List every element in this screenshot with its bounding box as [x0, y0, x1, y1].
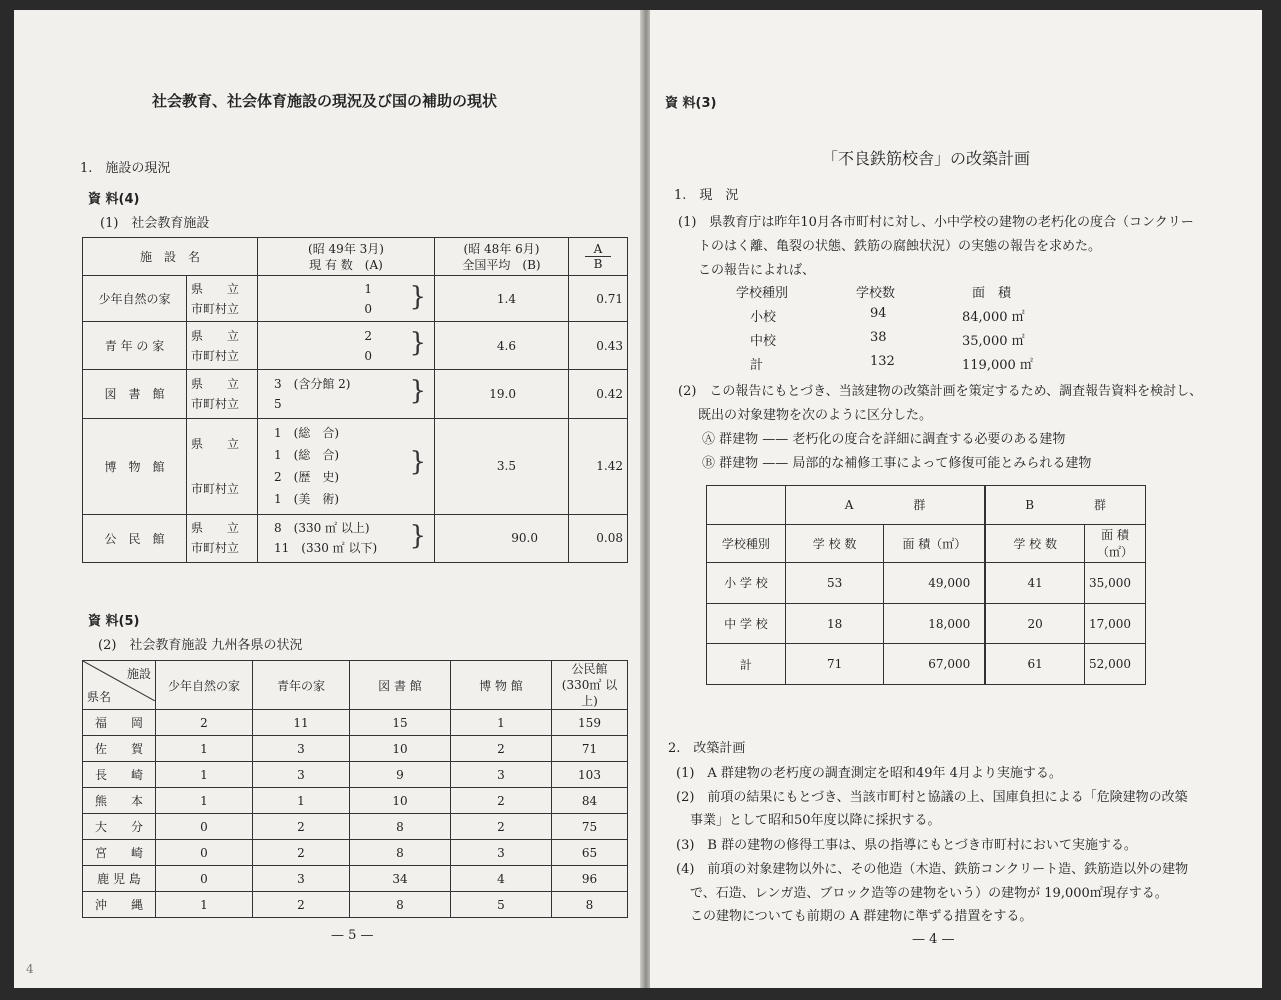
header-ratio-numerator: A — [585, 242, 611, 257]
paragraph-1-line-3: この報告によれば、 — [698, 263, 816, 278]
summary-school-count: 132 — [870, 354, 895, 369]
brace-mark: } — [409, 376, 426, 407]
facility-count: 9 — [350, 762, 451, 788]
current-count — [258, 276, 435, 322]
plan-item-4-line-2: で、石造、レンガ造、ブロック造等の建物をいう）の建物が 19,000㎡現存する。 — [690, 886, 1168, 901]
national-average: 3.5 — [435, 418, 569, 514]
header-national-average-label: 全国平均 (B) — [462, 257, 541, 272]
count-value: 1 (美 術) — [274, 492, 339, 507]
facility-count: 8 — [350, 814, 451, 840]
facility-count: 1 — [253, 788, 350, 814]
prefecture-name: 佐 賀 — [83, 736, 156, 762]
facility-count: 3 — [451, 840, 552, 866]
header-empty — [707, 486, 786, 525]
facility-count: 2 — [253, 840, 350, 866]
social-education-subtitle: (1) 社会教育施設 — [100, 216, 210, 231]
facility-count: 10 — [350, 788, 451, 814]
facility-count: 2 — [253, 814, 350, 840]
corner-facility-label: 施設 — [126, 667, 151, 681]
facility-count: 34 — [350, 866, 451, 892]
table-row — [83, 710, 628, 736]
school-count: 71 — [785, 644, 884, 685]
summary-area: 35,000 ㎡ — [962, 334, 1025, 349]
facility-count: 0 — [156, 814, 253, 840]
facility-count: 2 — [451, 736, 552, 762]
school-type: 中 学 校 — [707, 603, 786, 644]
prefecture-name: 大 分 — [83, 814, 156, 840]
table-row — [83, 276, 628, 322]
summary-area: 84,000 ㎡ — [962, 310, 1025, 325]
current-count — [258, 322, 435, 370]
table-row — [83, 762, 628, 788]
header-group-b: B 群 — [985, 486, 1145, 525]
shiryo-3-label: 資 料(3) — [665, 96, 717, 111]
facility-count: 3 — [253, 736, 350, 762]
facility-count: 1 — [156, 762, 253, 788]
table-row — [83, 866, 628, 892]
facility-count: 8 — [350, 840, 451, 866]
facility-count: 75 — [552, 814, 628, 840]
corner-pencil-mark: 4 — [26, 962, 34, 976]
table-header-row — [707, 486, 1146, 525]
owner-prefectural: 県 立 — [191, 437, 240, 452]
shiryo-4-label: 資 料(4) — [88, 192, 140, 207]
summary-school-type: 中校 — [750, 334, 777, 349]
prefecture-name: 福 岡 — [83, 710, 156, 736]
facility-count: 3 — [253, 866, 350, 892]
header-a-area: 面 積（㎡） — [884, 524, 985, 563]
paragraph-2-line-1: (2) この報告にもとづき、当該建物の改築計画を策定するため、調査報告資料を検討し、 — [678, 384, 1203, 399]
facility-owners — [187, 276, 258, 322]
plan-item-1: (1) A 群建物の老朽度の調査測定を昭和49年 4月より実施する。 — [676, 766, 1062, 781]
header-group-a: A 群 — [785, 486, 985, 525]
plan-item-4-line-3: この建物についても前期の A 群建物に準ずる措置をする。 — [690, 909, 1033, 924]
left-page-number: — 5 — — [331, 928, 374, 943]
facility-owners — [187, 370, 258, 418]
count-value: 5 — [274, 396, 282, 411]
owner-prefectural: 県 立 — [191, 376, 240, 391]
kyushu-table — [82, 660, 628, 918]
plan-item-2-line-2: 事業」として昭和50年度以降に採択する。 — [690, 813, 941, 828]
header-national-average-date: (昭 48年 6月) — [463, 241, 540, 256]
national-average: 19.0 — [435, 370, 569, 418]
prefecture-name: 熊 本 — [83, 788, 156, 814]
header-a-school-count: 学 校 数 — [785, 524, 884, 563]
prefecture-name: 長 崎 — [83, 762, 156, 788]
count-value: 3 (含分館 2) — [274, 376, 351, 391]
facility-count: 15 — [350, 710, 451, 736]
facility-count: 1 — [156, 892, 253, 918]
table-row — [83, 322, 628, 370]
section-current-status: 1. 現 況 — [674, 188, 739, 203]
table-row — [83, 788, 628, 814]
summary-school-count: 94 — [870, 306, 887, 321]
summary-header-count: 学校数 — [856, 286, 896, 301]
school-count: 53 — [785, 563, 884, 604]
right-page-title: 「不良鉄筋校舎」の改築計画 — [822, 149, 1031, 168]
facility-name: 青 年 の 家 — [83, 322, 187, 370]
count-value: 1 — [364, 281, 372, 296]
table-header-row — [83, 238, 628, 276]
national-average: 1.4 — [435, 276, 569, 322]
count-value: 2 (歴 史) — [274, 470, 339, 485]
national-average: 90.0 — [435, 514, 569, 562]
summary-header-type: 学校種別 — [736, 286, 789, 301]
right-page-number: — 4 — — [912, 932, 955, 947]
school-type: 小 学 校 — [707, 563, 786, 604]
owner-municipal: 市町村立 — [191, 396, 240, 411]
prefecture-name: 鹿 児 島 — [83, 866, 156, 892]
count-value: 0 — [364, 348, 372, 363]
header-community-hall-note: (330㎡ 以上) — [561, 678, 618, 708]
facility-name: 図 書 館 — [83, 370, 187, 418]
header-facility-name: 施 設 名 — [83, 238, 258, 276]
facility-count: 2 — [253, 892, 350, 918]
header-museum: 博 物 館 — [451, 661, 552, 710]
school-count: 18 — [785, 603, 884, 644]
prefecture-name: 宮 崎 — [83, 840, 156, 866]
facility-count: 1 — [451, 710, 552, 736]
summary-school-type: 計 — [750, 358, 764, 373]
facility-count: 3 — [253, 762, 350, 788]
facility-count: 8 — [552, 892, 628, 918]
group-survey-table — [706, 485, 1146, 685]
facility-count: 4 — [451, 866, 552, 892]
header-current-count-label: 現 有 数 (A) — [309, 257, 383, 272]
school-count: 61 — [985, 644, 1084, 685]
header-youth-house: 青年の家 — [253, 661, 350, 710]
owner-prefectural: 県 立 — [191, 281, 240, 296]
header-national-average — [435, 238, 569, 276]
header-ratio — [569, 238, 628, 276]
facility-count: 0 — [156, 840, 253, 866]
owner-prefectural: 県 立 — [191, 328, 240, 343]
group-a-definition: Ⓐ 群建物 —— 老朽化の度合を詳細に調査する必要のある建物 — [702, 432, 1066, 447]
table-row — [83, 892, 628, 918]
brace-mark: } — [409, 328, 426, 359]
facility-name: 博 物 館 — [83, 418, 187, 514]
summary-school-type: 小校 — [750, 310, 777, 325]
section-facility-status: 1. 施設の現況 — [80, 161, 171, 176]
facility-count: 1 — [156, 788, 253, 814]
table-row — [83, 370, 628, 418]
brace-mark: } — [409, 520, 426, 551]
ratio-value: 0.08 — [569, 514, 628, 562]
facility-name: 少年自然の家 — [83, 276, 187, 322]
count-value: 1 (総 合) — [274, 448, 339, 463]
floor-area: 35,000 — [1085, 563, 1146, 604]
school-count: 20 — [985, 603, 1084, 644]
facility-count: 0 — [156, 866, 253, 892]
facility-count: 10 — [350, 736, 451, 762]
count-value: 0 — [364, 301, 372, 316]
plan-item-4-line-1: (4) 前項の対象建物以外に、その他造（木造、鉄筋コンクリート造、鉄筋造以外の建物 — [676, 862, 1189, 877]
facility-count: 159 — [552, 710, 628, 736]
ratio-value: 0.42 — [569, 370, 628, 418]
count-value: 2 — [364, 328, 372, 343]
owner-municipal: 市町村立 — [191, 348, 240, 363]
table-row — [83, 840, 628, 866]
shiryo-5-label: 資 料(5) — [88, 614, 140, 629]
facility-count: 5 — [451, 892, 552, 918]
current-count — [258, 418, 435, 514]
facility-count: 71 — [552, 736, 628, 762]
header-community-hall — [552, 661, 628, 710]
table-row — [707, 644, 1146, 685]
floor-area: 18,000 — [884, 603, 985, 644]
summary-header-area: 面 積 — [972, 286, 1012, 301]
kyushu-subtitle: (2) 社会教育施設 九州各県の状況 — [98, 638, 303, 653]
facility-count: 8 — [350, 892, 451, 918]
table-row — [707, 563, 1146, 604]
facility-count: 96 — [552, 866, 628, 892]
header-current-count-date: (昭 49年 3月) — [308, 241, 384, 256]
ratio-value: 0.71 — [569, 276, 628, 322]
header-community-hall-title: 公民館 — [571, 662, 608, 676]
table-subheader-row — [707, 524, 1146, 563]
table-row — [83, 736, 628, 762]
group-b-definition: Ⓑ 群建物 —— 局部的な補修工事によって修復可能とみられる建物 — [702, 456, 1092, 471]
facility-count: 103 — [552, 762, 628, 788]
paragraph-2-line-2: 既出の対象建物を次のように区分した。 — [698, 408, 933, 423]
header-youth-nature-house: 少年自然の家 — [156, 661, 253, 710]
ratio-value: 0.43 — [569, 322, 628, 370]
school-type: 計 — [707, 644, 786, 685]
corner-prefecture-label: 県名 — [87, 690, 112, 704]
owner-municipal: 市町村立 — [191, 541, 240, 556]
header-b-area: 面 積（㎡） — [1085, 524, 1146, 563]
count-value: 8 (330 ㎡ 以上) — [274, 521, 370, 536]
facility-owners — [187, 418, 258, 514]
count-value: 1 (総 合) — [274, 426, 339, 441]
brace-mark: } — [409, 446, 426, 477]
paragraph-1-line-2: トのはく離、亀裂の状態、鉄筋の腐蝕状況）の実態の報告を求めた。 — [698, 239, 1102, 254]
facility-count: 84 — [552, 788, 628, 814]
owner-municipal: 市町村立 — [191, 482, 240, 497]
facility-count: 2 — [156, 710, 253, 736]
group-survey-table-body — [707, 563, 1146, 685]
plan-item-3: (3) B 群の建物の修得工事は、県の指導にもとづき市町村において実施する。 — [676, 838, 1137, 853]
facility-count: 2 — [451, 814, 552, 840]
section-rebuild-plan: 2. 改築計画 — [668, 741, 746, 756]
paragraph-1-line-1: (1) 県教育庁は昨年10月各市町村に対し、小中学校の建物の老朽化の度合（コンクリー — [678, 215, 1194, 230]
header-school-type: 学校種別 — [707, 524, 786, 563]
current-count — [258, 514, 435, 562]
table-row — [707, 603, 1146, 644]
header-library: 図 書 館 — [350, 661, 451, 710]
national-average: 4.6 — [435, 322, 569, 370]
facility-owners — [187, 322, 258, 370]
owner-prefectural: 県 立 — [191, 521, 240, 536]
header-ratio-denominator: B — [593, 257, 603, 272]
brace-mark: } — [409, 282, 426, 313]
summary-school-count: 38 — [870, 330, 887, 345]
facility-count: 2 — [451, 788, 552, 814]
facility-count: 11 — [253, 710, 350, 736]
kyushu-table-body — [83, 710, 628, 918]
left-page-title: 社会教育、社会体育施設の現況及び国の補助の現状 — [152, 92, 498, 110]
table-row — [83, 418, 628, 514]
floor-area: 52,000 — [1085, 644, 1146, 685]
plan-item-2-line-1: (2) 前項の結果にもとづき、当該市町村と協議の上、国庫負担による「危険建物の改築 — [676, 790, 1188, 805]
summary-area: 119,000 ㎡ — [962, 358, 1033, 373]
floor-area: 17,000 — [1085, 603, 1146, 644]
header-corner — [83, 661, 156, 710]
floor-area: 49,000 — [884, 563, 985, 604]
table-header-row — [83, 661, 628, 710]
social-education-table — [82, 237, 628, 563]
facility-count: 3 — [451, 762, 552, 788]
floor-area: 67,000 — [884, 644, 985, 685]
header-current-count — [258, 238, 435, 276]
facility-count: 65 — [552, 840, 628, 866]
school-count: 41 — [985, 563, 1084, 604]
prefecture-name: 沖 縄 — [83, 892, 156, 918]
count-value: 11 (330 ㎡ 以下) — [274, 541, 378, 556]
facility-name: 公 民 館 — [83, 514, 187, 562]
header-b-school-count: 学 校 数 — [985, 524, 1084, 563]
owner-municipal: 市町村立 — [191, 301, 240, 316]
facility-owners — [187, 514, 258, 562]
ratio-value: 1.42 — [569, 418, 628, 514]
table-row — [83, 514, 628, 562]
facility-count: 1 — [156, 736, 253, 762]
current-count — [258, 370, 435, 418]
table-row — [83, 814, 628, 840]
